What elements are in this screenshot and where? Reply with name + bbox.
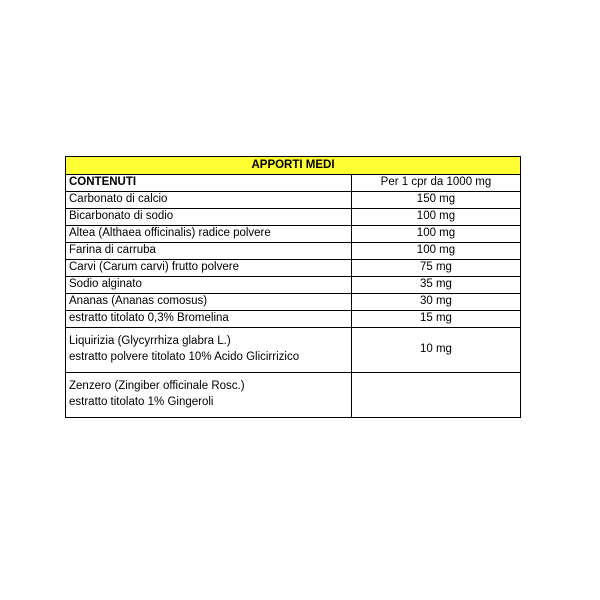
table-row — [66, 311, 521, 328]
ingredient-name: Bicarbonato di sodio — [66, 209, 352, 226]
ingredient-name: Carbonato di calcio — [66, 192, 352, 209]
ingredient-name-line: Liquirizia (Glycyrrhiza glabra L.) — [69, 335, 231, 348]
table-row — [66, 192, 521, 209]
ingredient-name: estratto titolato 0,3% Bromelina — [66, 311, 352, 328]
ingredient-amount: 100 mg — [351, 243, 520, 260]
nutrition-facts-table — [65, 156, 521, 418]
header-per-compressa: Per 1 cpr da 1000 mg — [351, 175, 520, 192]
table-title: APPORTI MEDI — [66, 157, 521, 175]
ingredient-name-line: Zenzero (Zingiber officinale Rosc.) — [69, 380, 245, 393]
ingredient-name-line: estratto polvere titolato 10% Acido Glicirrizico — [69, 351, 300, 363]
ingredient-amount — [351, 373, 520, 418]
table-title-row — [66, 157, 521, 175]
ingredient-amount: 10 mg — [351, 328, 520, 373]
ingredient-name: Carvi (Carum carvi) frutto polvere — [66, 260, 352, 277]
ingredient-amount: 150 mg — [351, 192, 520, 209]
ingredient-amount: 75 mg — [351, 260, 520, 277]
ingredient-name: Farina di carruba — [66, 243, 352, 260]
ingredient-name-line: estratto titolato 1% Gingeroli — [69, 396, 214, 408]
header-contenuti: CONTENUTI — [66, 175, 352, 192]
table-row — [66, 277, 521, 294]
table-row — [66, 260, 521, 277]
table-row — [66, 209, 521, 226]
ingredient-name — [66, 328, 352, 373]
table-row-zenzero — [66, 373, 521, 418]
ingredient-amount: 100 mg — [351, 209, 520, 226]
table-row — [66, 294, 521, 311]
table-row — [66, 243, 521, 260]
ingredient-amount: 15 mg — [351, 311, 520, 328]
table-row-liquirizia — [66, 328, 521, 373]
ingredient-amount: 100 mg — [351, 226, 520, 243]
ingredient-name: Altea (Althaea officinalis) radice polvere — [66, 226, 352, 243]
ingredient-amount: 35 mg — [351, 277, 520, 294]
ingredient-name — [66, 373, 352, 418]
ingredient-name: Sodio alginato — [66, 277, 352, 294]
ingredient-amount: 30 mg — [351, 294, 520, 311]
table-header-row — [66, 175, 521, 192]
table-row — [66, 226, 521, 243]
ingredient-name: Ananas (Ananas comosus) — [66, 294, 352, 311]
